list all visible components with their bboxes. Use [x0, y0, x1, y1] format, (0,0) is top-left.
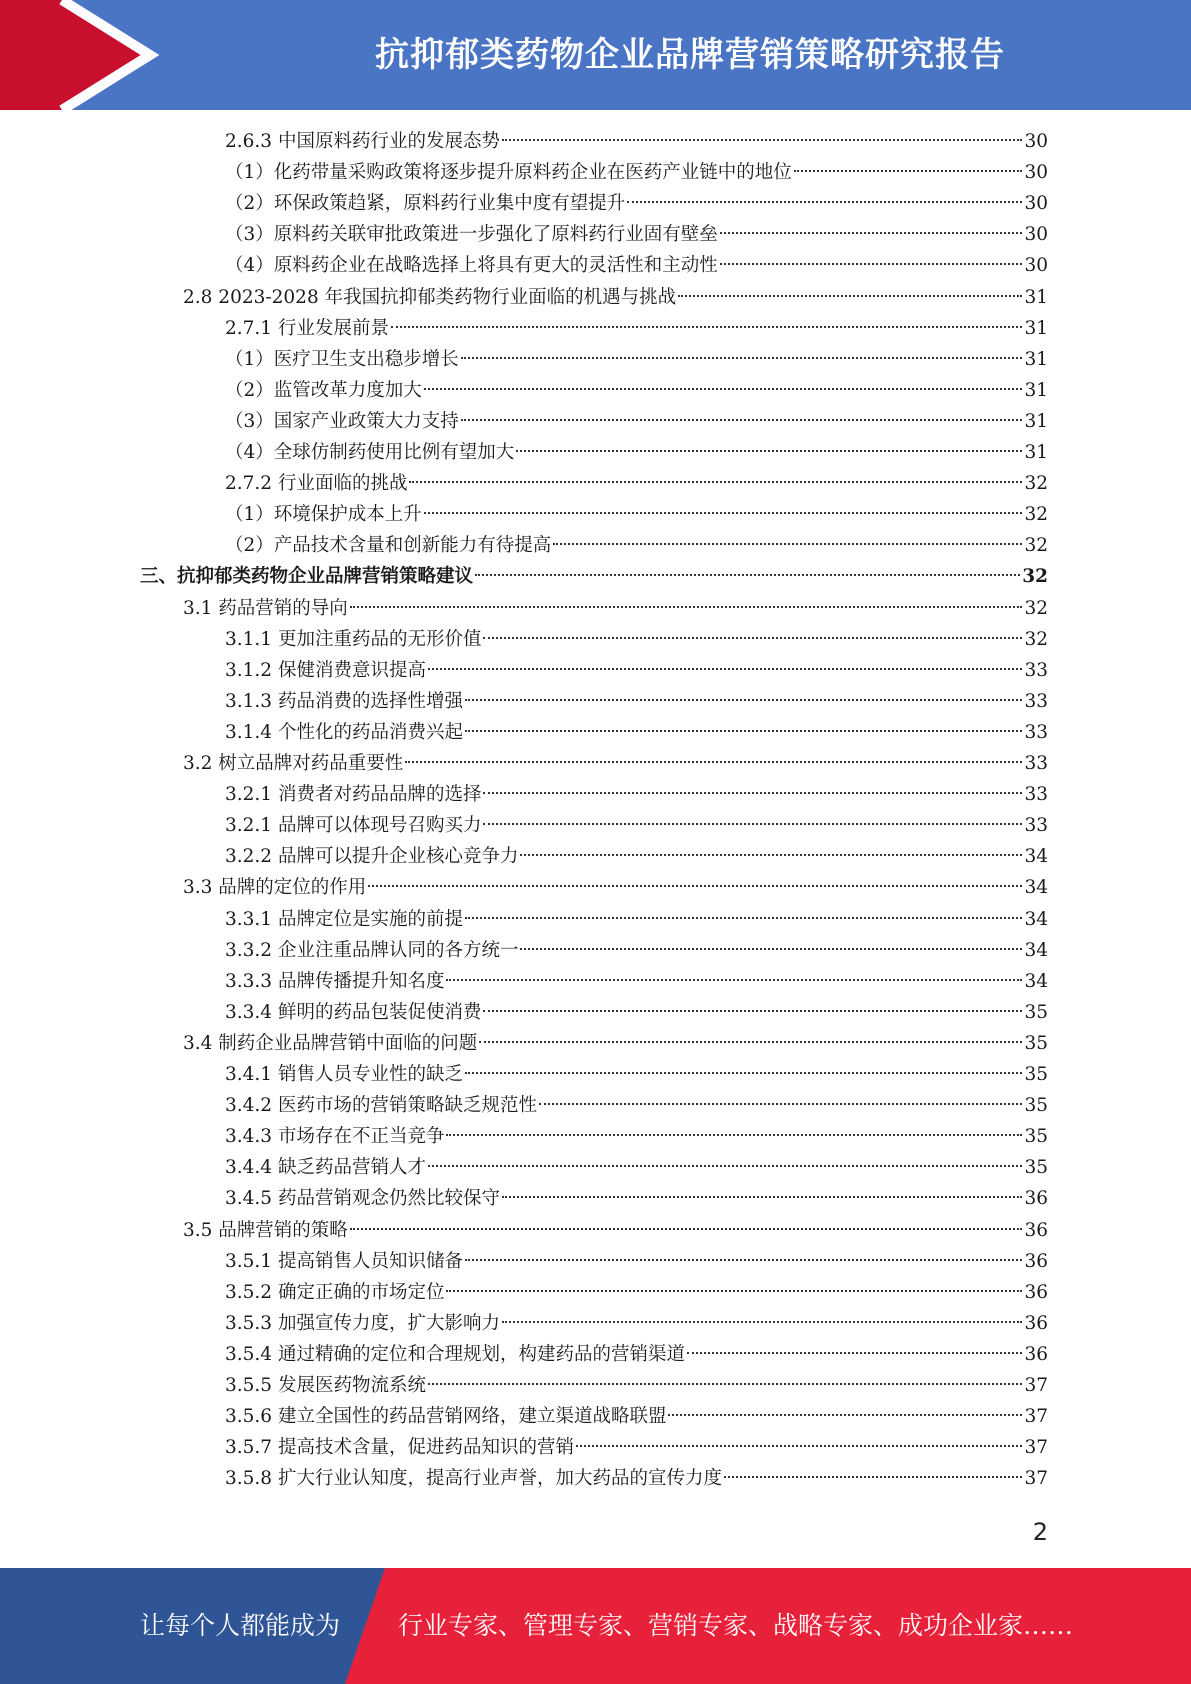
- toc-entry-label: 3.4.2 医药市场的营销策略缺乏规范性: [225, 1095, 537, 1117]
- toc-dot-leader: [446, 1290, 1022, 1292]
- toc-entry-page: 30: [1024, 224, 1048, 246]
- toc-entry-label: 2.8 2023-2028 年我国抗抑郁类药物行业面临的机遇与挑战: [183, 286, 677, 308]
- toc-entry-label: 3.2.2 品牌可以提升企业核心竞争力: [225, 846, 519, 868]
- toc-entry[interactable]: [225, 250, 1048, 281]
- toc-dot-leader: [479, 1041, 1022, 1043]
- toc-entry-page: 34: [1024, 908, 1048, 930]
- toc-entry-label: 3.3.4 鲜明的药品包装促使消费: [225, 1001, 482, 1023]
- toc-entry-page: 33: [1024, 690, 1048, 712]
- toc-entry-label: 3.5.2 确定正确的市场定位: [225, 1281, 445, 1303]
- toc-entry-page: 33: [1024, 784, 1048, 806]
- toc-dot-leader: [461, 357, 1023, 359]
- toc-entry[interactable]: [225, 157, 1048, 188]
- toc-entry-page: 31: [1024, 442, 1048, 463]
- toc-entry-label: 3.1.4 个性化的药品消费兴起: [225, 721, 463, 743]
- toc-entry-label: 3.4.3 市场存在不正当竞争: [225, 1126, 445, 1148]
- toc-dot-leader: [461, 419, 1023, 421]
- toc-dot-leader: [446, 979, 1022, 981]
- toc-dot-leader: [483, 792, 1022, 794]
- toc-entry-page: 31: [1024, 348, 1048, 370]
- toc-entry-label: 3.5.3 加强宣传力度，扩大影响力: [225, 1312, 500, 1334]
- toc-entry[interactable]: [225, 810, 1048, 841]
- toc-entry-label: 3.5.5 发展医药物流系统: [225, 1375, 426, 1396]
- toc-entry[interactable]: [225, 1432, 1048, 1463]
- toc-dot-leader: [465, 699, 1022, 701]
- toc-entry-page: 36: [1024, 1281, 1048, 1303]
- toc-entry[interactable]: [225, 1059, 1048, 1090]
- toc-entry-label: 3.4.1 销售人员专业性的缺乏: [225, 1064, 463, 1085]
- footer-slogan: 让每个人都能成为: [140, 1611, 341, 1640]
- toc-entry[interactable]: [225, 1121, 1048, 1152]
- toc-dot-leader: [465, 917, 1022, 919]
- toc-entry-page: 31: [1024, 317, 1048, 339]
- toc-dot-leader: [465, 1259, 1022, 1261]
- toc-entry-page: 36: [1024, 1312, 1048, 1334]
- toc-entry-label: 3.3.1 品牌定位是实施的前提: [225, 908, 463, 930]
- toc-dot-leader: [409, 481, 1022, 483]
- toc-dot-leader: [516, 450, 1022, 452]
- toc-dot-leader: [465, 1072, 1022, 1074]
- toc-entry[interactable]: [225, 717, 1048, 748]
- toc-entry-label: （3）国家产业政策大力支持: [225, 410, 459, 432]
- page-footer: [0, 1568, 1191, 1684]
- toc-entry-page: 34: [1024, 846, 1048, 868]
- toc-dot-leader: [576, 1445, 1022, 1447]
- toc-dot-leader: [520, 854, 1022, 856]
- toc-entry[interactable]: [225, 1277, 1048, 1308]
- toc-dot-leader: [720, 232, 1023, 234]
- toc-entry-page: 36: [1024, 1188, 1048, 1210]
- toc-entry[interactable]: [225, 686, 1048, 717]
- toc-dot-leader: [502, 139, 1022, 141]
- toc-entry[interactable]: [225, 1339, 1048, 1370]
- toc-entry-label: （2）产品技术含量和创新能力有待提高: [225, 535, 552, 557]
- toc-entry[interactable]: [225, 779, 1048, 810]
- toc-entry-label: 3.2 树立品牌对药品重要性: [183, 753, 404, 774]
- toc-dot-leader: [720, 263, 1023, 265]
- toc-entry[interactable]: [225, 1246, 1048, 1277]
- toc-entry[interactable]: [225, 344, 1048, 375]
- toc-entry[interactable]: [225, 313, 1048, 344]
- toc-entry-page: 33: [1024, 659, 1048, 681]
- toc-entry-page: 33: [1024, 721, 1048, 743]
- toc-dot-leader: [678, 295, 1022, 297]
- toc-entry[interactable]: [183, 593, 1048, 624]
- toc-entry-page: 35: [1024, 1126, 1048, 1148]
- toc-entry-label: 3.5.7 提高技术含量，促进药品知识的营销: [225, 1437, 574, 1459]
- toc-entry-label: 3.1.3 药品消费的选择性增强: [225, 690, 463, 712]
- toc-entry-page: 35: [1024, 1095, 1048, 1117]
- toc-entry-label: （3）原料药关联审批政策进一步强化了原料药行业固有壁垒: [225, 224, 718, 246]
- footer-roles: 行业专家、管理专家、营销专家、战略专家、成功企业家……: [398, 1611, 1074, 1640]
- page-header: [0, 0, 1191, 110]
- toc-entry[interactable]: [225, 406, 1048, 437]
- toc-entry[interactable]: [225, 188, 1048, 219]
- toc-entry-page: 37: [1024, 1468, 1048, 1490]
- toc-entry-label: 3.5.6 建立全国性的药品营销网络，建立渠道战略联盟: [225, 1406, 667, 1428]
- toc-entry[interactable]: [225, 499, 1048, 530]
- toc-dot-leader: [475, 574, 1020, 576]
- toc-entry[interactable]: [225, 375, 1048, 406]
- toc-entry-label: 3.2.1 品牌可以体现号召购买力: [225, 815, 482, 837]
- toc-entry[interactable]: [225, 655, 1048, 686]
- toc-entry[interactable]: [225, 935, 1048, 966]
- toc-entry-page: 30: [1024, 162, 1048, 184]
- document-title: 抗抑郁类药物企业品牌营销策略研究报告: [375, 35, 1005, 75]
- toc-entry[interactable]: [183, 1028, 1048, 1059]
- toc-dot-leader: [391, 326, 1022, 328]
- toc-entry[interactable]: [225, 1152, 1048, 1183]
- toc-entry[interactable]: [225, 966, 1048, 997]
- toc-entry-page: 32: [1024, 504, 1048, 526]
- toc-entry[interactable]: [225, 624, 1048, 655]
- toc-entry[interactable]: [225, 468, 1048, 499]
- toc-entry-label: （1）环境保护成本上升: [225, 504, 422, 526]
- toc-entry-label: 3.1.1 更加注重药品的无形价值: [225, 628, 482, 650]
- toc-entry[interactable]: [225, 1183, 1048, 1214]
- toc-entry-page: 37: [1024, 1406, 1048, 1428]
- toc-entry-page: 34: [1024, 970, 1048, 992]
- toc-entry-page: 32: [1024, 628, 1048, 650]
- toc-entry[interactable]: [225, 219, 1048, 250]
- toc-entry-page: 37: [1024, 1437, 1048, 1459]
- toc-dot-leader: [668, 1414, 1022, 1416]
- toc-entry-page: 31: [1024, 286, 1048, 308]
- toc-entry-page: 32: [1024, 473, 1048, 495]
- toc-dot-leader: [350, 606, 1023, 608]
- toc-entry-label: 3.5.8 扩大行业认知度，提高行业声誉，加大药品的宣传力度: [225, 1468, 722, 1490]
- toc-entry-page: 34: [1024, 939, 1048, 961]
- toc-entry-page: 33: [1024, 753, 1048, 774]
- toc-entry[interactable]: [183, 1215, 1048, 1246]
- toc-entry[interactable]: [225, 997, 1048, 1028]
- toc-entry[interactable]: [225, 437, 1048, 468]
- toc-dot-leader: [724, 1476, 1022, 1478]
- toc-entry-page: 30: [1024, 193, 1048, 215]
- toc-entry[interactable]: [225, 126, 1048, 157]
- toc-dot-leader: [687, 1352, 1022, 1354]
- toc-entry-page: 36: [1024, 1219, 1048, 1241]
- toc-entry-label: 3.4 制药企业品牌营销中面临的问题: [183, 1032, 478, 1054]
- toc-entry[interactable]: [140, 561, 1048, 592]
- toc-dot-leader: [553, 543, 1022, 545]
- toc-entry-page: 30: [1024, 255, 1048, 277]
- toc-entry-page: 32: [1024, 597, 1048, 619]
- toc-entry-label: （2）环保政策趋紧，原料药行业集中度有望提升: [225, 193, 626, 215]
- toc-entry-page: 34: [1024, 877, 1048, 899]
- toc-entry-label: 3.3 品牌的定位的作用: [183, 877, 367, 899]
- toc-entry-label: （1）化药带量采购政策将逐步提升原料药企业在医药产业链中的地位: [225, 162, 792, 184]
- toc-dot-leader: [368, 885, 1022, 887]
- toc-entry[interactable]: [225, 1401, 1048, 1432]
- toc-entry-label: 3.4.4 缺乏药品营销人才: [225, 1157, 426, 1179]
- toc-entry[interactable]: [225, 530, 1048, 561]
- toc-entry[interactable]: [225, 1308, 1048, 1339]
- toc-entry-page: 35: [1024, 1001, 1048, 1023]
- toc-entry-label: （2）监管改革力度加大: [225, 379, 422, 401]
- toc-entry-label: 3.3.3 品牌传播提升知名度: [225, 970, 445, 992]
- toc-entry-label: 3.1.2 保健消费意识提高: [225, 659, 426, 681]
- toc-entry-label: （4）原料药企业在战略选择上将具有更大的灵活性和主动性: [225, 255, 718, 277]
- toc-dot-leader: [428, 1383, 1022, 1385]
- toc-entry-page: 35: [1024, 1157, 1048, 1179]
- toc-dot-leader: [483, 823, 1022, 825]
- page-number: 2: [1032, 1518, 1048, 1546]
- toc-entry-label: （1）医疗卫生支出稳步增长: [225, 348, 459, 370]
- toc-entry-label: 3.3.2 企业注重品牌认同的各方统一: [225, 939, 519, 961]
- toc-entry[interactable]: [183, 748, 1048, 779]
- toc-entry[interactable]: [225, 841, 1048, 872]
- toc-entry-page: 36: [1024, 1343, 1048, 1365]
- toc-entry-page: 30: [1024, 131, 1048, 152]
- toc-entry[interactable]: [183, 872, 1048, 903]
- toc-entry-label: 3.5.4 通过精确的定位和合理规划，构建药品的营销渠道: [225, 1343, 685, 1365]
- toc-entry-label: 3.2.1 消费者对药品品牌的选择: [225, 784, 482, 806]
- toc-entry-label: 2.6.3 中国原料药行业的发展态势: [225, 131, 500, 152]
- toc-dot-leader: [502, 1321, 1022, 1323]
- toc-entry-label: （4）全球仿制药使用比例有望加大: [225, 442, 515, 463]
- toc-dot-leader: [428, 1165, 1022, 1167]
- toc-entry-page: 35: [1024, 1064, 1048, 1085]
- toc-dot-leader: [539, 1103, 1022, 1105]
- toc-dot-leader: [424, 512, 1023, 514]
- toc-entry-page: 33: [1024, 815, 1048, 837]
- toc-entry[interactable]: [225, 1090, 1048, 1121]
- toc-entry-page: 32: [1022, 566, 1048, 588]
- toc-entry-page: 31: [1024, 410, 1048, 432]
- toc-entry-label: 3.1 药品营销的导向: [183, 597, 348, 619]
- toc-entry-page: 32: [1024, 535, 1048, 557]
- toc-entry-page: 31: [1024, 379, 1048, 401]
- toc-dot-leader: [405, 761, 1022, 763]
- toc-entry[interactable]: [225, 1370, 1048, 1401]
- toc-dot-leader: [520, 948, 1022, 950]
- toc-entry-label: 2.7.2 行业面临的挑战: [225, 473, 408, 495]
- toc-entry[interactable]: [225, 904, 1048, 935]
- toc-entry-page: 37: [1024, 1375, 1048, 1396]
- toc-entry-label: 3.5.1 提高销售人员知识储备: [225, 1250, 463, 1272]
- toc-dot-leader: [483, 1010, 1022, 1012]
- toc-entry-label: 2.7.1 行业发展前景: [225, 317, 389, 339]
- toc-entry-page: 36: [1024, 1250, 1048, 1272]
- toc-entry[interactable]: [183, 282, 1048, 313]
- toc-entry[interactable]: [225, 1463, 1048, 1494]
- toc-dot-leader: [428, 668, 1022, 670]
- toc-dot-leader: [627, 201, 1022, 203]
- toc-dot-leader: [502, 1196, 1022, 1198]
- toc-dot-leader: [794, 170, 1023, 172]
- toc-entry-label: 三、抗抑郁类药物企业品牌营销策略建议: [140, 566, 474, 588]
- toc-entry-page: 35: [1024, 1032, 1048, 1054]
- toc-dot-leader: [424, 388, 1023, 390]
- toc-dot-leader: [483, 637, 1022, 639]
- toc-dot-leader: [350, 1228, 1023, 1230]
- toc-dot-leader: [446, 1134, 1022, 1136]
- toc-entry-label: 3.5 品牌营销的策略: [183, 1219, 348, 1241]
- toc-dot-leader: [465, 730, 1022, 732]
- toc-entry-label: 3.4.5 药品营销观念仍然比较保守: [225, 1188, 500, 1210]
